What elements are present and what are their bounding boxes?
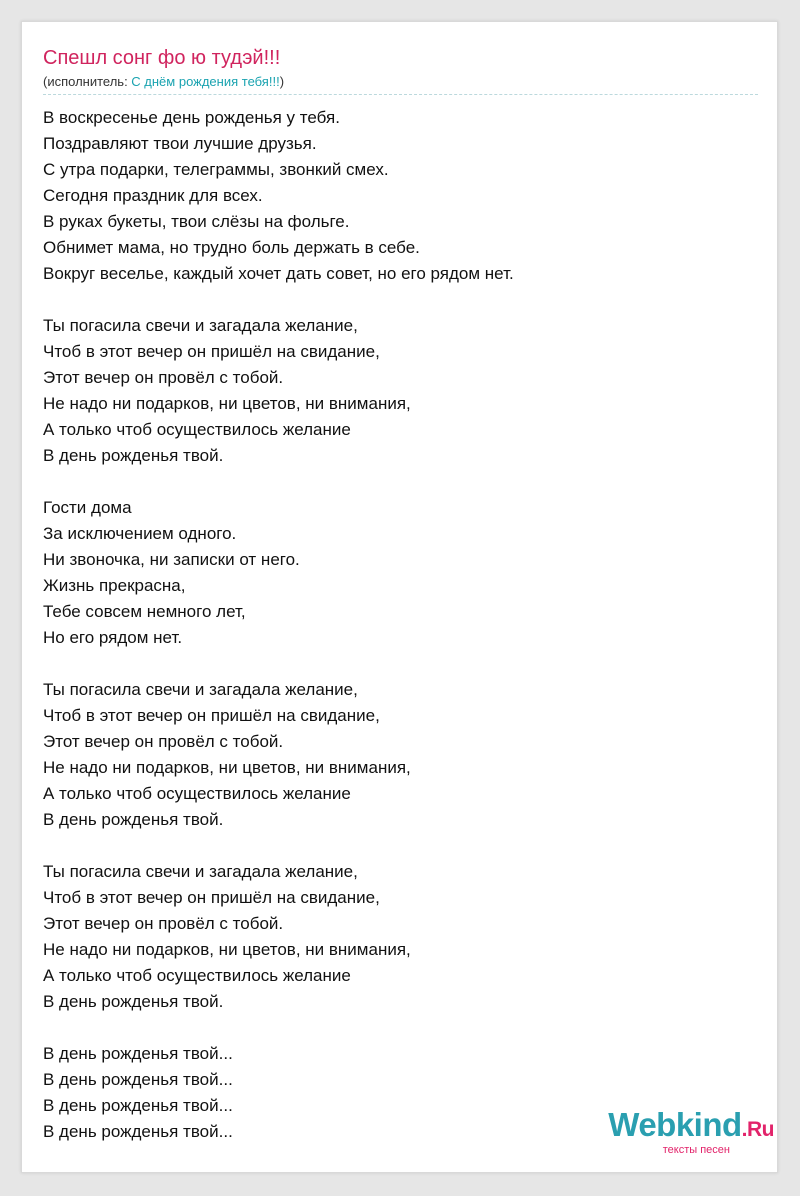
lyric-line: А только чтоб осуществилось желание	[43, 420, 351, 439]
lyric-line: Этот вечер он провёл с тобой.	[43, 914, 284, 933]
lyric-line: С утра подарки, телеграммы, звонкий смех.	[43, 160, 389, 179]
title-divider	[43, 94, 758, 95]
logo-tagline: тексты песен	[662, 1144, 730, 1156]
artist-line	[43, 74, 284, 90]
logo-name: Webkind	[608, 1106, 742, 1143]
lyric-line: Поздравляют твои лучшие друзья.	[43, 134, 317, 153]
lyric-line: Не надо ни подарков, ни цветов, ни внимания,	[43, 394, 411, 413]
lyric-line: В день рожденья твой.	[43, 446, 224, 465]
lyric-line: В день рожденья твой...	[43, 1070, 233, 1089]
lyric-line: Ты погасила свечи и загадала желание,	[43, 680, 358, 699]
lyric-line: А только чтоб осуществилось желание	[43, 784, 351, 803]
lyrics-card	[21, 21, 778, 1173]
lyric-line: Тебе совсем немного лет,	[43, 602, 246, 621]
lyric-line: Этот вечер он провёл с тобой.	[43, 368, 284, 387]
stanza-gap	[43, 287, 758, 313]
artist-suffix: )	[279, 74, 285, 89]
lyric-line: В день рожденья твой...	[43, 1044, 233, 1063]
lyric-line: Сегодня праздник для всех.	[43, 186, 263, 205]
lyric-line: Вокруг веселье, каждый хочет дать совет, но его рядом нет.	[43, 264, 514, 283]
lyric-line: Ты погасила свечи и загадала желание,	[43, 316, 358, 335]
lyric-line: За исключением одного.	[43, 524, 237, 543]
lyric-line: В день рожденья твой.	[43, 810, 224, 829]
lyric-line: А только чтоб осуществилось желание	[43, 966, 351, 985]
lyric-line: Ты погасила свечи и загадала желание,	[43, 862, 358, 881]
lyric-line: В день рожденья твой...	[43, 1096, 233, 1115]
lyrics-text	[43, 105, 758, 1145]
logo-wordmark	[608, 1108, 774, 1147]
stanza-gap	[43, 651, 758, 677]
stanza	[43, 677, 758, 833]
stanza-gap	[43, 469, 758, 495]
lyric-line: Этот вечер он провёл с тобой.	[43, 732, 284, 751]
logo-domain: .Ru	[741, 1118, 774, 1141]
stanza-gap	[43, 833, 758, 859]
lyric-line: Чтоб в этот вечер он пришёл на свидание,	[43, 342, 380, 361]
stanza	[43, 859, 758, 1015]
site-logo[interactable]	[608, 1108, 774, 1156]
lyric-line: Жизнь прекрасна,	[43, 576, 186, 595]
lyric-line: В день рожденья твой.	[43, 992, 224, 1011]
song-title: Спешл сонг фо ю тудэй!!!	[43, 47, 281, 69]
lyric-line: Не надо ни подарков, ни цветов, ни внимания,	[43, 758, 411, 777]
lyric-line: В день рожденья твой...	[43, 1122, 233, 1141]
lyric-line: Чтоб в этот вечер он пришёл на свидание,	[43, 888, 380, 907]
lyric-line: Ни звоночка, ни записки от него.	[43, 550, 300, 569]
lyric-line: Обнимет мама, но трудно боль держать в себе.	[43, 238, 420, 257]
stanza	[43, 495, 758, 651]
lyric-line: Чтоб в этот вечер он пришёл на свидание,	[43, 706, 380, 725]
lyric-line: В руках букеты, твои слёзы на фольге.	[43, 212, 350, 231]
lyric-line: Гости дома	[43, 498, 132, 517]
lyric-line: Но его рядом нет.	[43, 628, 183, 647]
lyric-line: Не надо ни подарков, ни цветов, ни внимания,	[43, 940, 411, 959]
artist-prefix: (исполнитель:	[43, 74, 132, 89]
stanza	[43, 313, 758, 469]
lyric-line: В воскресенье день рожденья у тебя.	[43, 108, 340, 127]
stanza	[43, 105, 758, 287]
stanza-gap	[43, 1015, 758, 1041]
artist-link[interactable]: С днём рождения тебя!!!	[131, 74, 280, 89]
